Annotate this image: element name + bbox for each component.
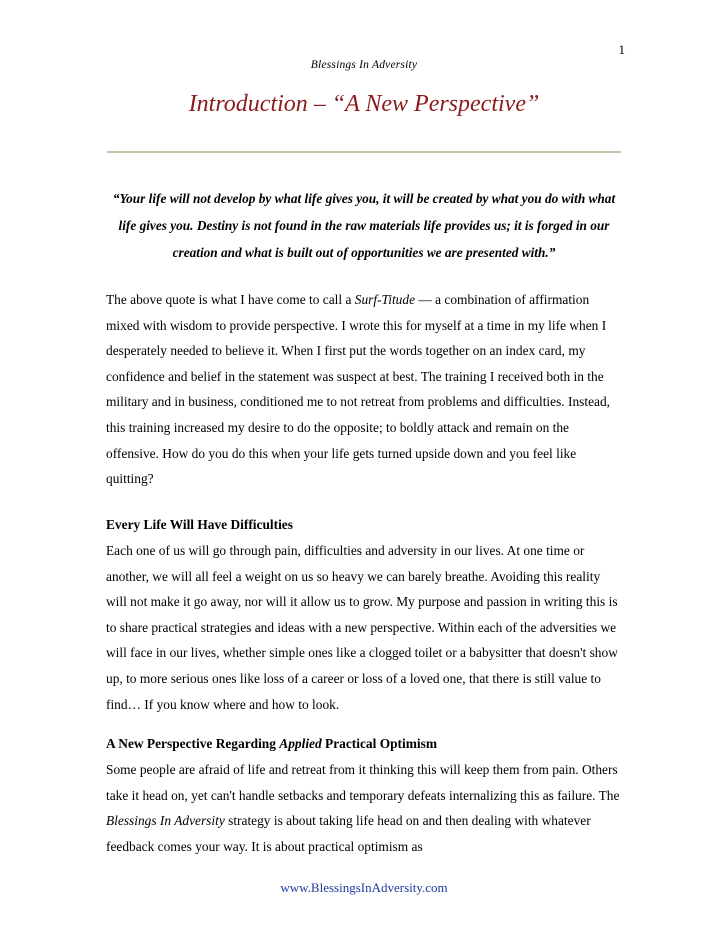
optimism-text-end: strategy is about taking life head on and then dealing with whatever feedback comes your way. It is about practical optimism as — [106, 813, 591, 854]
book-title-emphasis: Blessings In Adversity — [106, 813, 225, 829]
optimism-text-start: Some people are afraid of life and retreat from it thinking this will keep them from pain. Others take it head on, yet can't handle setbacks and temporary defeats internalizing this as failure. The — [106, 762, 620, 803]
intro-text-start: The above quote is what I have come to call a — [106, 292, 355, 307]
section-heading-optimism — [106, 731, 622, 757]
surf-titude-term: Surf-Titude — [354, 292, 416, 307]
title-divider — [107, 151, 621, 153]
heading-text-end: Practical Optimism — [321, 736, 437, 751]
intro-text-rest: — a combination of affirmation mixed with wisdom to provide perspective. I wrote this for myself at a time in my life when I desperately needed to believe it. When I first put the words together on an index card, my confidence and belief in the statement was suspect at best. The training I received both in the military and in business, conditioned me to not retreat from problems and difficulties. Instead, this training increased my desire to do the opposite; to boldly attack and remain on the offensive. How do you do this when your life gets turned upside down and you feel like quitting? — [106, 292, 611, 487]
heading-text-start: A New Perspective Regarding — [106, 736, 280, 751]
heading-emphasis: Applied — [279, 736, 322, 751]
section-heading-difficulties: Every Life Will Have Difficulties — [106, 517, 293, 532]
chapter-title: Introduction – “A New Perspective” — [188, 91, 540, 117]
running-header: Blessings In Adversity — [310, 59, 418, 71]
intro-paragraph — [106, 287, 622, 492]
difficulties-paragraph: Each one of us will go through pain, difficulties and adversity in our lives. At one time or another, we will all feel a weight on us so heavy we can barely breathe. Avoiding this reality will not make it go away, nor will it allow us to grow. My purpose and passion in writing this is to share practical strategies and ideas with a new perspective. Within each of the adversities we will face in our lives, whether simple ones like a clogged toilet or a babysitter that doesn't show up, to more serious ones like loss of a career or loss of a loved one, that there is still value to find… If you know where and how to look. — [106, 543, 618, 712]
opening-quote: “Your life will not develop by what life gives you, it will be created by what you do with what life gives you. Destiny is not found in the raw materials life provides us; it is forged in our creation and what is built out of opportunities we are presented with.” — [112, 191, 616, 260]
footer-website-link[interactable]: www.BlessingsInAdversity.com — [280, 880, 448, 895]
page-number: 1 — [618, 42, 625, 57]
optimism-paragraph — [106, 757, 622, 859]
